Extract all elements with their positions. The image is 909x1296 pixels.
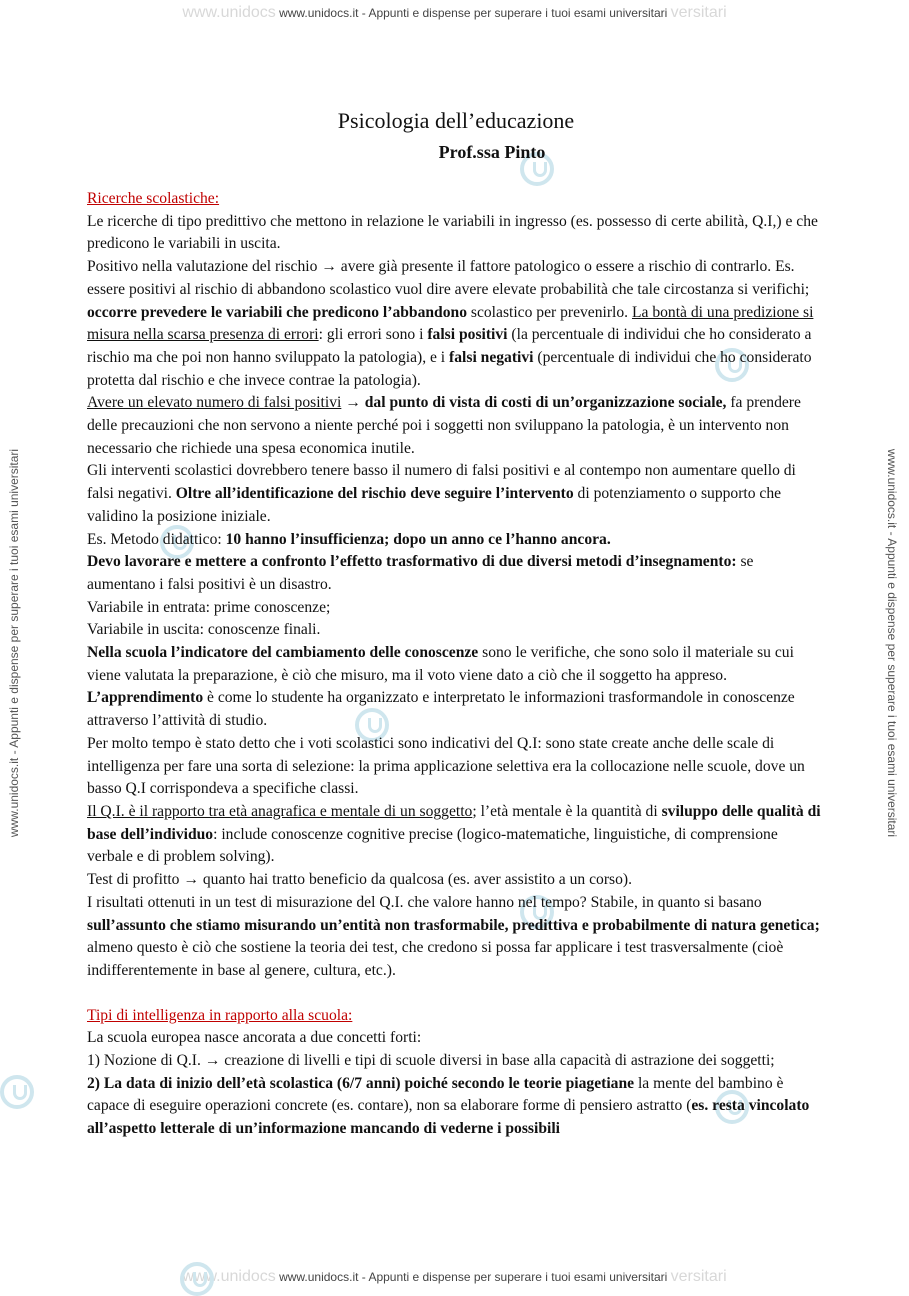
watermark-footer-ghost-right: versitari [670,1268,727,1285]
paragraph: Gli interventi scolastici dovrebbero tenere basso il numero di falsi positivi e al contempo non aumentare quello di falsi negativi. Oltre all’identificazione del rischio deve seguire l’intervento di potenziamento o supporto che validino la posizione iniziale. [87,462,796,525]
watermark-footer-text: www.unidocs.it - Appunti e dispense per superare i tuoi esami universitari [279,1270,668,1284]
watermark-header [0,4,909,22]
paragraph: Test di profitto → quanto hai tratto beneficio da qualcosa (es. aver assistito a un corso). [87,871,632,889]
watermark-footer [0,1268,909,1286]
paragraph: Le ricerche di tipo predittivo che mettono in relazione le variabili in ingresso (es. possesso di certe abilità, Q.I,) e che predicono le variabili in uscita. [87,212,818,253]
document-body [87,188,825,1141]
paragraph: Per molto tempo è stato detto che i voti scolastici sono indicativi del Q.I: sono state create anche delle scale di intelligenza per fare una sorta di selezione: la prima applicazione selettiva era la collocazione nelle scuole, dove un basso Q.I corrispondeva a specifiche classi. [87,734,805,798]
arrow-icon: → [183,871,199,889]
watermark-left-side: www.unidocs.it - Appunti e dispense per superare i tuoi esami universitari [7,448,21,838]
section-heading-tipi-intelligenza: Tipi di intelligenza in rapporto alla scuola: [87,1006,353,1024]
watermark-ghost-right: versitari [670,4,727,21]
paragraph: Variabile in entrata: prime conoscenze; [87,598,331,616]
paragraph: Avere un elevato numero di falsi positivi → dal punto di vista di costi di un’organizzazione sociale, fa prendere delle precauzioni che non servono a niente perché poi i soggetti non sviluppano la patologia, è un intervento non necessario che richiede una spesa economica inutile. [87,394,801,457]
paragraph: Il Q.I. è il rapporto tra età anagrafica e mentale di un soggetto; l’età mentale è la quantità di sviluppo delle qualità di base dell’individuo: include conoscenze cognitive precise (logico-matematiche, linguistiche, di comprensione verbale e di problem solving). [87,802,821,866]
watermark-footer-ghost-left: www.unidocs [182,1268,276,1285]
paragraph: Variabile in uscita: conoscenze finali. [87,621,321,639]
arrow-icon: → [345,394,361,412]
paragraph: Positivo nella valutazione del rischio → avere già presente il fattore patologico o essere a rischio di contrarlo. Es. essere positivi al rischio di abbandono scolastico vuol dire avere elevate probabilità che tale circostanza si verifichi; occorre prevedere le variabili che predicono l’abbandono scolastico per prevenirlo. La bontà di una predizione si misura nella scarsa presenza di errori: gli errori sono i falsi positivi (la percentuale di individui che ho considerato a rischio ma che poi non hanno sviluppato la patologia), e i falsi negativi (percentuale di individui che ho considerato protetta dal rischio e che invece contrae la patologia). [87,258,814,389]
paragraph: Nella scuola l’indicatore del cambiamento delle conoscenze sono le verifiche, che sono solo il materiale su cui viene valutata la preparazione, è ciò che misuro, ma il voto viene dato a ciò che il soggetto ha appreso. L’apprendimento è come lo studente ha organizzato e interpretato le informazioni trasformandole in conoscenze attraverso l’attività di studio. [87,644,795,730]
document-subtitle: Prof.ssa Pinto [438,142,546,162]
list-item: 2) La data di inizio dell’età scolastica (6/7 anni) poiché secondo le teorie piagetiane la mente del bambino è capace di eseguire operazioni concrete (es. contare), non sa elaborare forme di pensiero astratto (es. resta vincolato all’aspetto letterale di un’informazione mancando di vederne i possibili [87,1074,810,1138]
section-heading-ricerche: Ricerche scolastiche: [87,190,220,207]
unidocs-logo-icon [180,1262,214,1296]
list-item: 1) Nozione di Q.I. → creazione di livelli e tipi di scuole diversi in base alla capacità di astrazione dei soggetti; [87,1052,775,1070]
watermark-right-side: www.unidocs.it - Appunti e dispense per superare i tuoi esami universitari [885,448,899,838]
document-title: Psicologia dell’educazione [337,108,575,133]
paragraph: La scuola europea nasce ancorata a due concetti forti: [87,1029,422,1047]
watermark-ghost-left: www.unidocs [182,4,276,21]
watermark-header-text: www.unidocs.it - Appunti e dispense per superare i tuoi esami universitari [279,6,668,20]
paragraph: Devo lavorare e mettere a confronto l’effetto trasformativo di due diversi metodi d’insegnamento: se aumentano i falsi positivi è un disastro. [87,553,754,593]
unidocs-logo-icon [0,1075,34,1109]
arrow-icon: → [204,1052,221,1070]
paragraph: Es. Metodo didattico: 10 hanno l’insufficienza; dopo un anno ce l’hanno ancora. [87,530,611,548]
paragraph: I risultati ottenuti in un test di misurazione del Q.I. che valore hanno nel tempo? Stabile, in quanto si basano sull’assunto che stiamo misurando un’entità non trasformabile, predittiva e probabilmente di natura genetica; almeno questo è ciò che sostiene la teoria dei test, che credono si possa far applicare i test trasversalmente (cioè indifferentemente in base al genere, cultura, etc.). [87,893,820,979]
arrow-icon: → [321,258,337,276]
